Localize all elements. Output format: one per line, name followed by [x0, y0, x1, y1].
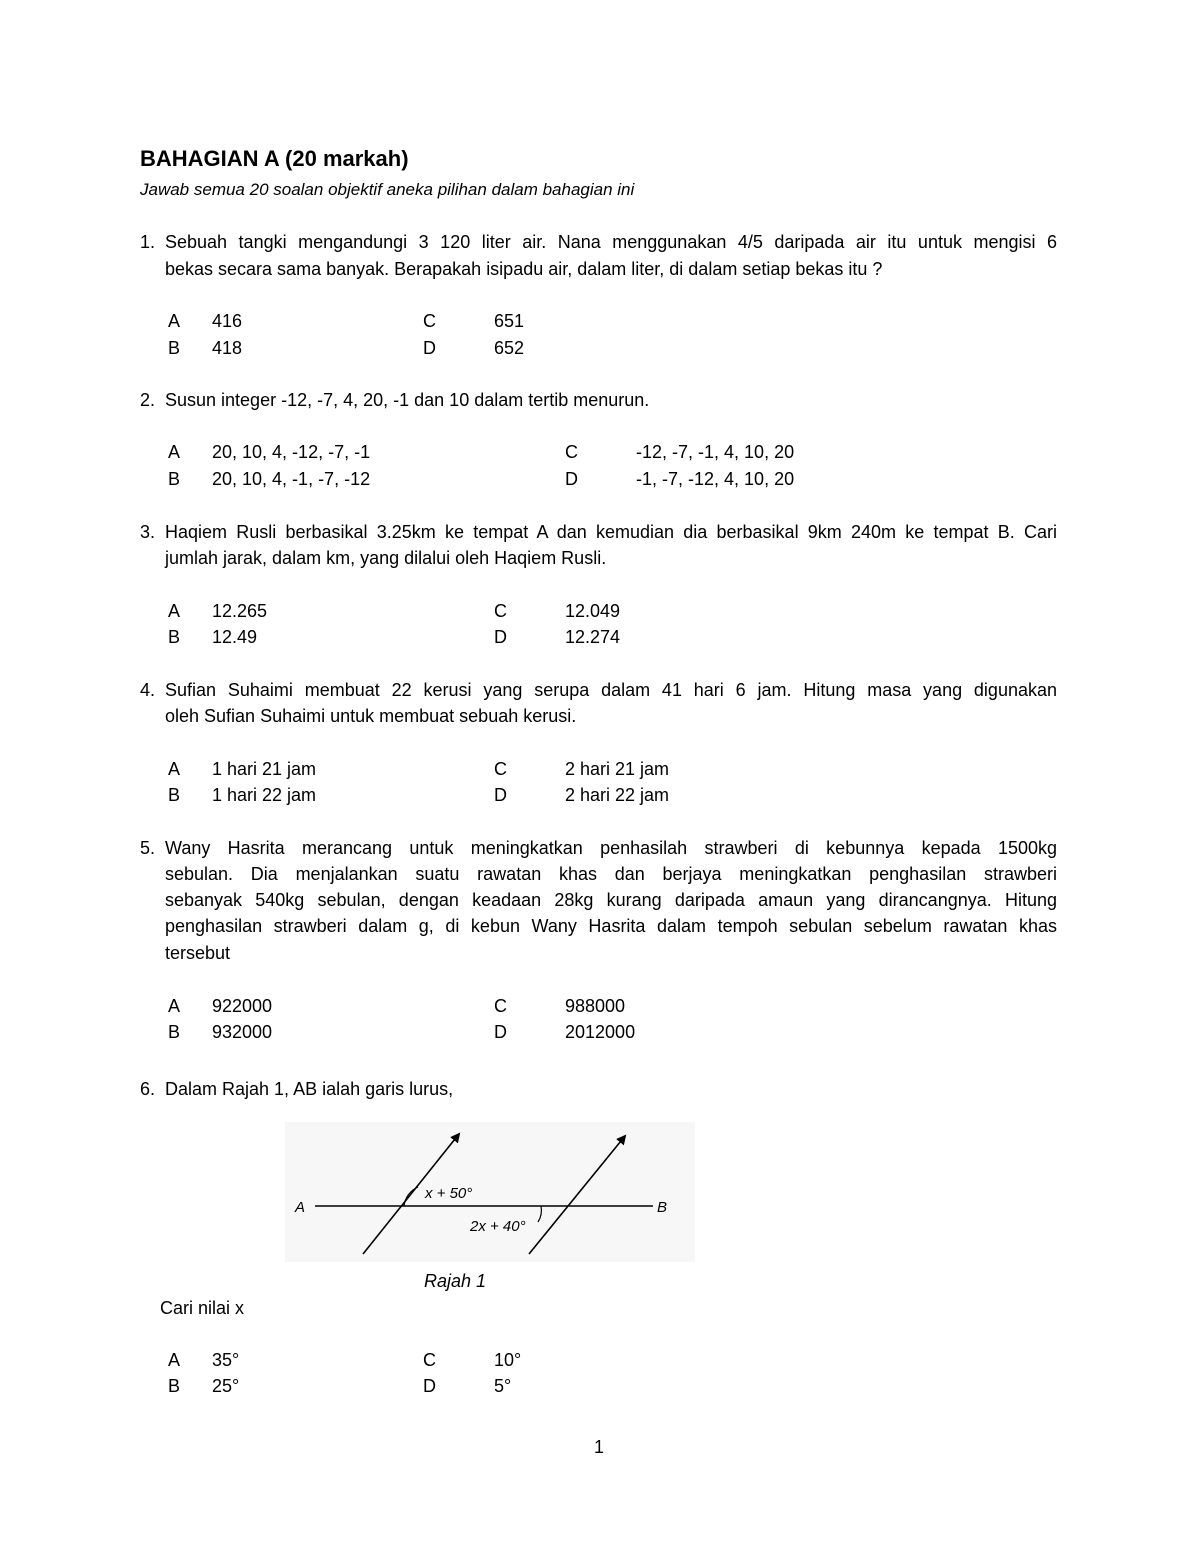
question-text-line: Dalam Rajah 1, AB ialah garis lurus, — [165, 1079, 454, 1099]
question-text-line: sebanyak 540kg sebulan, dengan keadaan 28kg kurang daripada amaun yang dirancangnya. Hitung — [165, 890, 1057, 910]
angle-label-top: x + 50° — [425, 1185, 473, 1202]
option-value: 20, 10, 4, -1, -7, -12 — [212, 469, 371, 489]
option-letter: C — [423, 1350, 436, 1370]
option-value: 10° — [494, 1350, 522, 1370]
option-value: 12.049 — [565, 601, 621, 621]
option-value: 652 — [494, 338, 525, 358]
option-letter: D — [494, 785, 507, 805]
question-text-line: oleh Sufian Suhaimi untuk membuat sebuah kerusi. — [165, 706, 577, 726]
option-letter: D — [494, 627, 507, 647]
option-value: 932000 — [212, 1022, 273, 1042]
option-value: 35° — [212, 1350, 240, 1370]
question-text-line: bekas secara sama banyak. Berapakah isipadu air, dalam liter, di dalam setiap bekas itu ? — [165, 259, 883, 279]
option-letter: B — [168, 627, 181, 647]
option-letter: A — [168, 311, 181, 331]
question-number: 1. — [140, 232, 156, 252]
question-number: 2. — [140, 390, 156, 410]
option-value: 922000 — [212, 996, 273, 1016]
option-value: 651 — [494, 311, 525, 331]
option-value: 418 — [212, 338, 243, 358]
option-letter: B — [168, 469, 181, 489]
option-value: 5° — [494, 1376, 512, 1396]
option-letter: A — [168, 996, 181, 1016]
question-text-line: Susun integer -12, -7, 4, 20, -1 dan 10 dalam tertib menurun. — [165, 390, 650, 410]
figure-caption: Rajah 1 — [424, 1271, 487, 1291]
section-instruction: Jawab semua 20 soalan objektif aneka pilihan dalam bahagian ini — [140, 180, 635, 199]
option-value: 416 — [212, 311, 243, 331]
option-letter: A — [168, 442, 181, 462]
question-text-line: penghasilan strawberi dalam g, di kebun Wany Hasrita dalam tempoh sebulan sebelum rawatan khas — [165, 916, 1057, 936]
option-letter: C — [494, 996, 507, 1016]
question-number: 3. — [140, 522, 156, 542]
page-number: 1 — [594, 1437, 605, 1457]
option-letter: C — [494, 601, 507, 621]
option-value: 1 hari 22 jam — [212, 785, 317, 805]
option-value: 2012000 — [565, 1022, 636, 1042]
option-letter: B — [168, 1022, 181, 1042]
question-number: 5. — [140, 838, 156, 858]
question-text-line: sebulan. Dia menjalankan suatu rawatan khas dan berjaya meningkatkan penghasilan strawberi — [165, 864, 1057, 884]
option-letter: C — [565, 442, 578, 462]
option-letter: D — [423, 338, 436, 358]
option-value: 988000 — [565, 996, 626, 1016]
question-text-line: jumlah jarak, dalam km, yang dilalui oleh Haqiem Rusli. — [165, 548, 607, 568]
option-letter: D — [565, 469, 578, 489]
option-value: 2 hari 21 jam — [565, 759, 670, 779]
label-a: A — [295, 1199, 306, 1216]
rajah-1-diagram — [285, 1122, 695, 1262]
option-letter: B — [168, 1376, 181, 1396]
option-value: 12.265 — [212, 601, 268, 621]
option-value: 25° — [212, 1376, 240, 1396]
option-value: -12, -7, -1, 4, 10, 20 — [636, 442, 795, 462]
option-letter: B — [168, 785, 181, 805]
option-letter: C — [494, 759, 507, 779]
option-letter: A — [168, 1350, 181, 1370]
option-value: -1, -7, -12, 4, 10, 20 — [636, 469, 795, 489]
angle-label-bottom: 2x + 40° — [470, 1218, 526, 1235]
label-b: B — [657, 1199, 668, 1216]
option-value: 12.49 — [212, 627, 258, 647]
question-text-line: Sebuah tangki mengandungi 3 120 liter air. Nana menggunakan 4/5 daripada air itu untuk mengisi 6 — [165, 232, 1057, 252]
option-value: 20, 10, 4, -12, -7, -1 — [212, 442, 371, 462]
question-text-line: Sufian Suhaimi membuat 22 kerusi yang serupa dalam 41 hari 6 jam. Hitung masa yang digunakan — [165, 680, 1057, 700]
diagram-background — [285, 1122, 695, 1262]
question-text-line: Haqiem Rusli berbasikal 3.25km ke tempat A dan kemudian dia berbasikal 9km 240m ke tempat B. Cari — [165, 522, 1057, 542]
option-value: 12.274 — [565, 627, 621, 647]
question-text-line: Wany Hasrita merancang untuk meningkatkan penhasilah strawberi di kebunnya kepada 1500kg — [165, 838, 1057, 858]
option-letter: D — [494, 1022, 507, 1042]
option-letter: C — [423, 311, 436, 331]
question-text-line: tersebut — [165, 943, 231, 963]
option-letter: A — [168, 601, 181, 621]
option-value: 1 hari 21 jam — [212, 759, 317, 779]
section-title: BAHAGIAN A (20 markah) — [140, 146, 409, 171]
option-letter: D — [423, 1376, 436, 1396]
option-letter: B — [168, 338, 181, 358]
option-value: 2 hari 22 jam — [565, 785, 670, 805]
question-number: 4. — [140, 680, 156, 700]
question-prompt: Cari nilai x — [160, 1298, 245, 1318]
question-number: 6. — [140, 1079, 156, 1099]
option-letter: A — [168, 759, 181, 779]
